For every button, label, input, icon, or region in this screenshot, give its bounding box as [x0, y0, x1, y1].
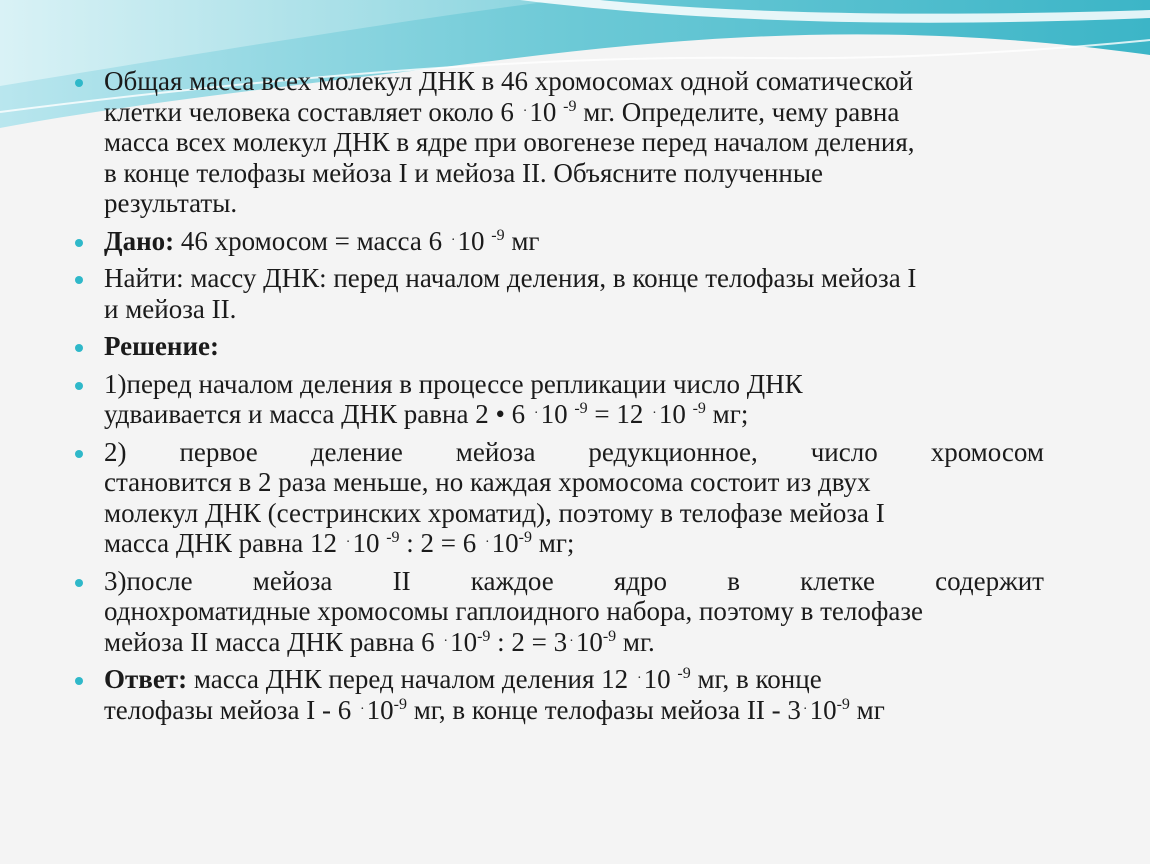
answer-label: Ответ: [104, 664, 188, 694]
bullet-dot-icon [75, 579, 83, 587]
step2-line-2: становится в 2 раза меньше, но каждая хромосома состоит из двух [104, 467, 871, 497]
step1-line-1: 1)перед началом деления в процессе репликации число ДНК [104, 368, 803, 399]
step2-line-3: молекул ДНК (сестринских хроматид), поэтому в телофазе мейоза I [104, 497, 885, 528]
given-text: 46 хромосом = масса 6 ·10 $^{-9}$ мг [180, 225, 540, 256]
find-line-1: Найти: массу ДНК: перед началом деления, в конце телофазы мейоза I [104, 263, 917, 293]
bullet-item-given [75, 226, 1050, 257]
bullet-item-answer [75, 664, 1050, 725]
bullet-dot-icon [75, 79, 83, 87]
answer-line-1: масса ДНК перед началом деления 12 ·10 $^{-9}$ мг, в конце [193, 664, 822, 694]
solution-label: Решение: [104, 331, 219, 361]
given-label: Дано: [104, 225, 175, 256]
problem-line-5: результаты. [104, 188, 238, 218]
step3-line-3: мейоза II масса ДНК равна 6 $^\cdot 10^{-9}$ : 2 = 3 $^\cdot 10^{-9}$ мг. [104, 626, 655, 657]
bullet-item-step-1 [75, 369, 1050, 430]
step2-line-1: 2) первое деление мейоза редукционное, число хромосом [104, 436, 1044, 467]
step3-line-1: 3)после мейоза II каждое ядро в клетке содержит [104, 565, 1044, 596]
find-line-2: и мейоза II. [104, 293, 237, 324]
bullet-item-problem [75, 66, 1050, 219]
bullet-dot-icon [75, 450, 83, 458]
bullet-dot-icon [75, 382, 83, 390]
bullet-item-step-3 [75, 566, 1050, 658]
problem-line-2: клетки человека составляет около 6 ·10 $^{-9}$ мг. Определите, чему равна [104, 96, 900, 127]
bullet-item-step-2 [75, 437, 1050, 559]
answer-line-2: телофазы мейоза I - 6 $^\cdot 10^{-9}$ мг, в конце телофазы мейоза II - 3 $^\cdot 10^{-9}$ мг [104, 694, 885, 725]
bullet-dot-icon [75, 344, 83, 352]
step2-line-4: масса ДНК равна 12 ·10 $^{-9}$ : 2 = 6 $^\cdot 10^{-9}$ мг; [104, 528, 575, 558]
slide-content [75, 66, 1050, 732]
bullet-dot-icon [75, 239, 83, 247]
problem-line-1: Общая масса всех молекул ДНК в 46 хромосомах одной соматической [104, 66, 914, 96]
bullet-item-solution-label [75, 331, 1050, 362]
bullet-dot-icon [75, 677, 83, 685]
problem-line-4: в конце телофазы мейоза I и мейоза II. Объясните полученные [104, 157, 823, 188]
step1-line-2: удваивается и масса ДНК равна 2 • 6 ·10 $^{-9}$ = 12 ·10 $^{-9}$ мг; [104, 399, 749, 429]
bullet-dot-icon [75, 276, 83, 284]
problem-line-3: масса всех молекул ДНК в ядре при овогенезе перед началом деления, [104, 127, 915, 157]
bullet-item-find [75, 263, 1050, 324]
step3-line-2: однохроматидные хромосомы гаплоидного набора, поэтому в телофазе [104, 596, 923, 626]
